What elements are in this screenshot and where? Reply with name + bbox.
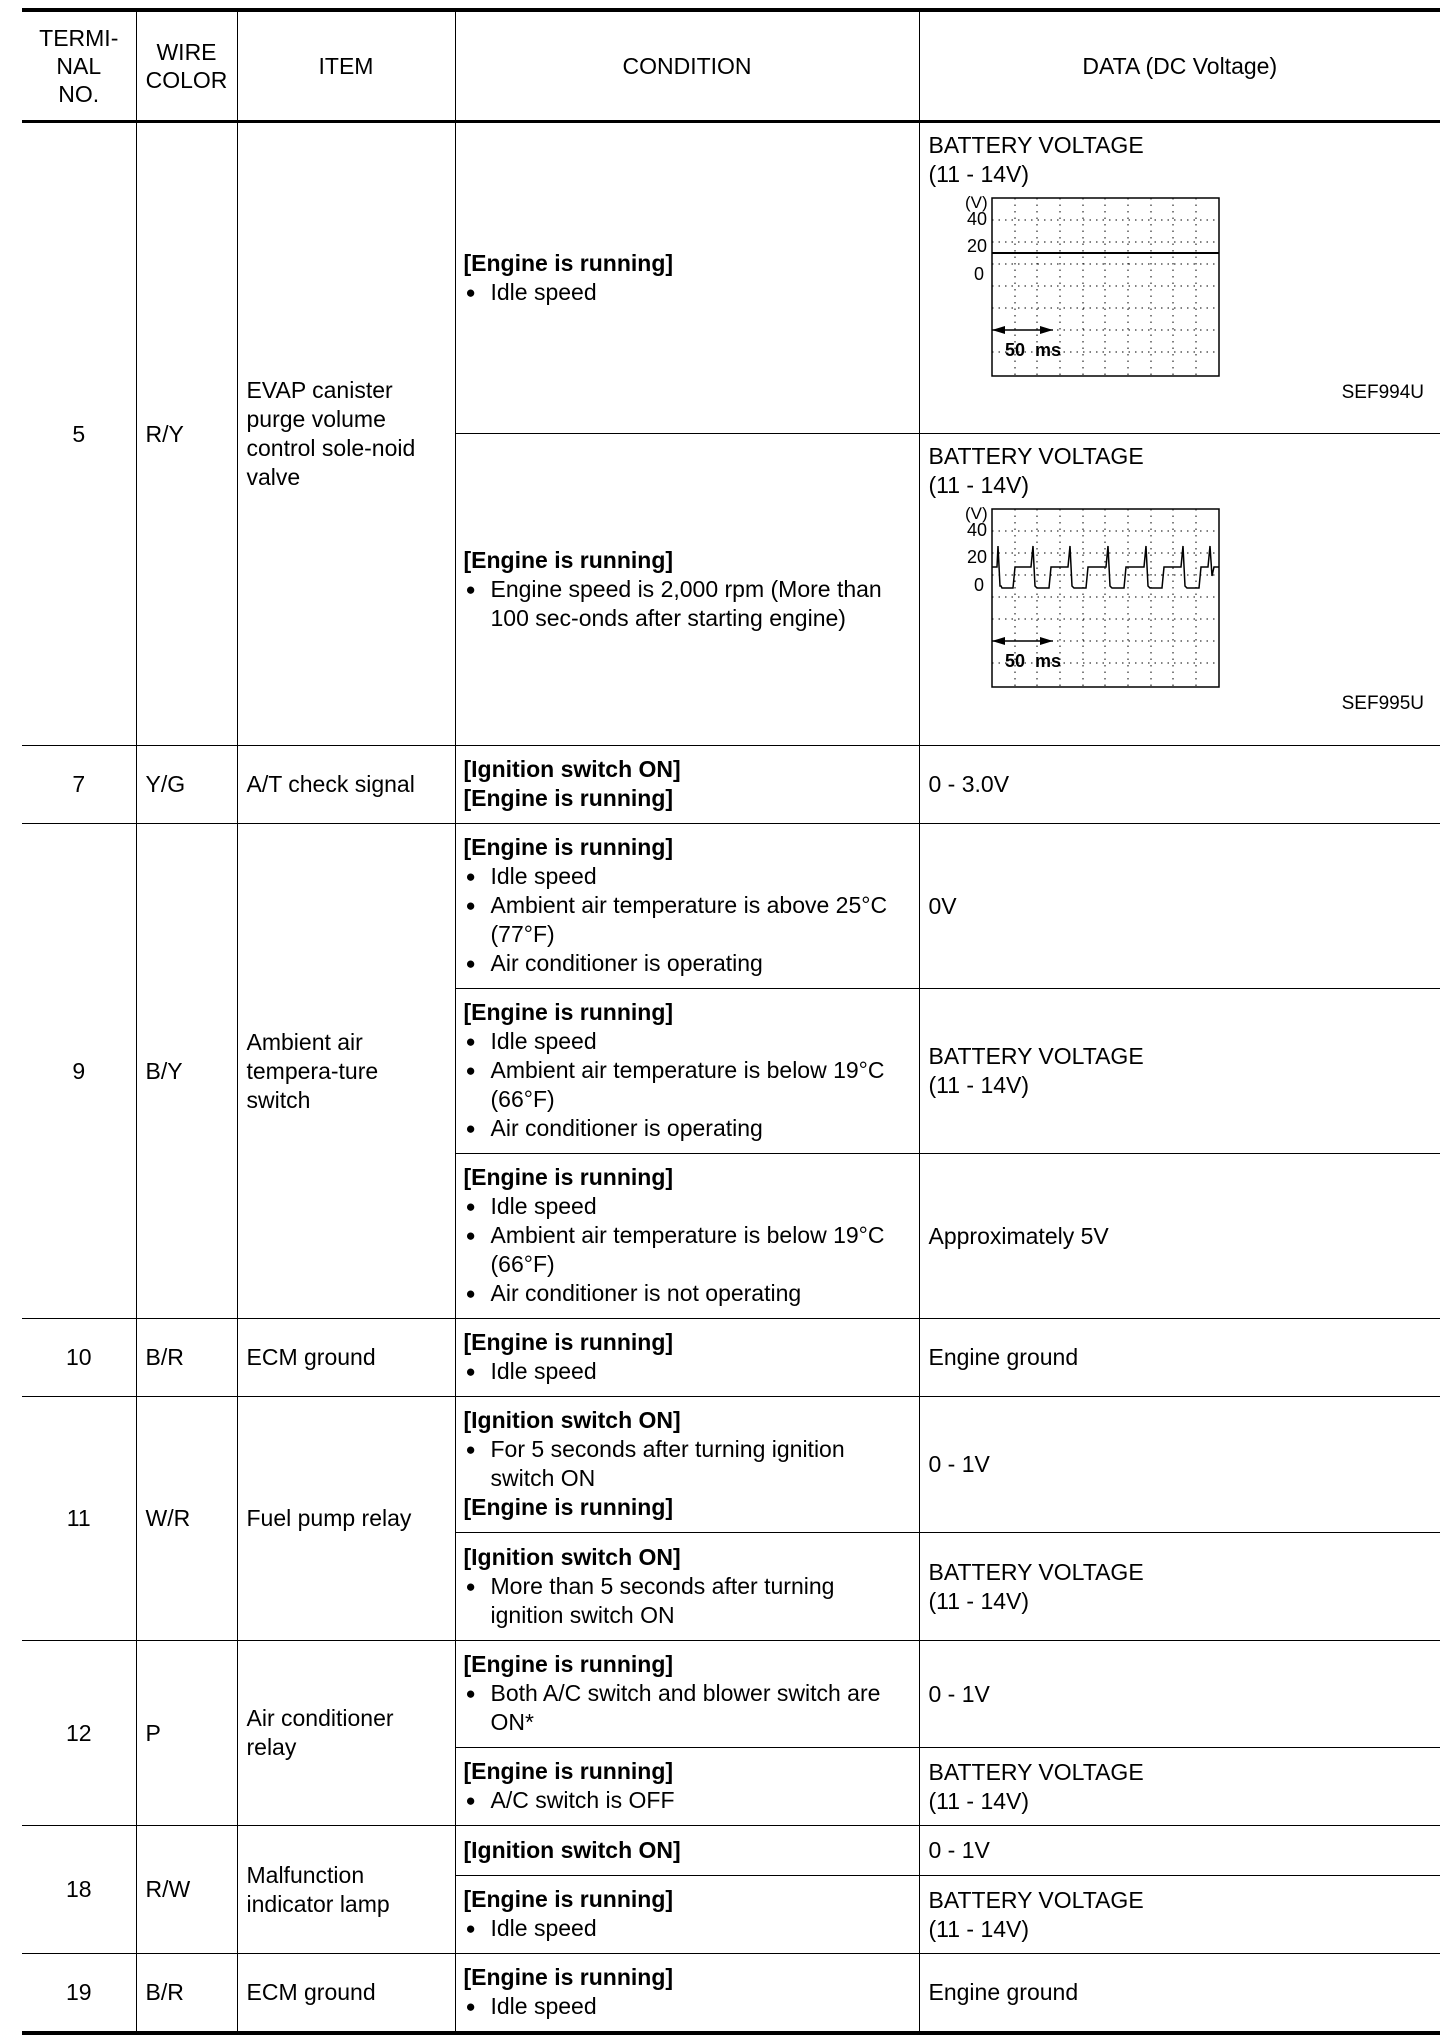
figure-id: SEF995U — [1341, 693, 1424, 714]
condition-bullet — [464, 1279, 911, 1308]
condition-bullet — [464, 1679, 911, 1737]
condition-heading: [Engine is running] — [463, 999, 674, 1025]
bullet-text: Ambient air temperature is below 19°C (66°F) — [490, 1057, 885, 1112]
terminal-cell: 11 — [22, 1397, 136, 1641]
data-cell: Engine ground — [919, 1954, 1440, 2034]
table-row — [22, 1397, 1440, 1533]
condition-cell — [455, 1533, 919, 1641]
scope-unit-label: (V) — [964, 504, 988, 523]
header-row — [22, 10, 1440, 122]
data-cell — [919, 122, 1440, 434]
terminal-cell: 18 — [22, 1826, 136, 1954]
condition-heading: [Engine is running] — [463, 1964, 674, 1990]
condition-heading: [Engine is running] — [463, 834, 674, 860]
condition-heading: [Engine is running] — [463, 1651, 674, 1677]
condition-cell — [455, 824, 919, 989]
data-value-range: (11 - 14V) — [928, 1915, 1030, 1942]
data-cell — [919, 434, 1440, 746]
wire-color-cell: B/R — [136, 1954, 237, 2034]
condition-heading: [Engine is running] — [463, 546, 674, 573]
condition-heading: [Engine is running] — [463, 1164, 674, 1190]
scope-y-tick: 20 — [966, 547, 987, 567]
data-cell: 0 - 1V — [919, 1641, 1440, 1748]
data-value-range: (11 - 14V) — [928, 1072, 1030, 1098]
condition-cell — [455, 1397, 919, 1533]
bullet-text: Ambient air temperature is above 25°C (77°F) — [490, 892, 888, 947]
bullet-icon: ● — [465, 579, 476, 599]
header-condition: CONDITION — [455, 10, 919, 122]
condition-bullet — [464, 891, 911, 949]
bullet-text: For 5 seconds after turning ignition switch ON — [490, 1436, 845, 1491]
bullet-icon: ● — [465, 896, 476, 915]
item-cell: EVAP canister purge volume control sole-noid valve — [237, 122, 455, 746]
condition-heading: [Engine is running] — [463, 1758, 674, 1784]
arrow-right-icon — [1040, 637, 1053, 645]
bullet-icon: ● — [465, 1576, 476, 1596]
condition-heading: [Engine is running] — [463, 1886, 674, 1912]
header-terminal-line2: NAL — [56, 53, 102, 79]
condition-cell — [455, 1876, 919, 1954]
data-cell: 0 - 1V — [919, 1826, 1440, 1876]
bullet-text: Idle speed — [490, 1358, 597, 1384]
item-cell: Air conditioner relay — [237, 1641, 455, 1826]
data-cell — [919, 1876, 1440, 1954]
oscilloscope-figure — [929, 189, 1433, 411]
condition-heading: [Engine is running] — [463, 1329, 674, 1355]
item-cell: Malfunction indicator lamp — [237, 1826, 455, 1954]
wire-color-cell: R/Y — [136, 122, 237, 746]
wire-color-cell: B/Y — [136, 824, 237, 1319]
condition-bullet — [464, 575, 911, 633]
table-row — [22, 824, 1440, 989]
condition-heading: [Ignition switch ON] — [463, 1543, 681, 1570]
condition-bullet — [464, 1192, 911, 1221]
data-cell — [919, 1748, 1440, 1826]
condition-heading: [Engine is running] — [463, 1494, 674, 1520]
condition-heading: [Engine is running] — [463, 249, 674, 276]
data-value: BATTERY VOLTAGE — [928, 1758, 1144, 1785]
data-value: BATTERY VOLTAGE — [928, 443, 1144, 469]
bullet-text: Idle speed — [490, 1028, 597, 1054]
data-cell: Approximately 5V — [919, 1154, 1440, 1319]
bullet-text: Both A/C switch and blower switch are ON* — [490, 1680, 881, 1735]
condition-bullet — [464, 1992, 911, 2021]
oscilloscope-figure — [929, 500, 1433, 722]
header-wire-line2: COLOR — [145, 67, 228, 93]
data-value: BATTERY VOLTAGE — [928, 1043, 1144, 1069]
data-value-range: (11 - 14V) — [928, 161, 1030, 187]
condition-heading: [Ignition switch ON] — [463, 756, 681, 782]
bullet-text: Idle speed — [490, 1193, 597, 1219]
condition-cell — [455, 989, 919, 1154]
bullet-icon: ● — [465, 1440, 476, 1459]
bullet-icon: ● — [465, 1362, 476, 1381]
oscilloscope-chart — [929, 193, 1229, 388]
condition-bullet — [464, 1056, 911, 1114]
bullet-icon: ● — [465, 1684, 476, 1703]
bullet-text: Idle speed — [490, 1993, 597, 2019]
bullet-icon: ● — [465, 954, 476, 973]
item-cell: ECM ground — [237, 1954, 455, 2034]
header-terminal — [22, 10, 136, 122]
bullet-text: Air conditioner is operating — [490, 1115, 763, 1141]
condition-bullet — [464, 278, 911, 307]
bullet-text: A/C switch is OFF — [490, 1787, 675, 1813]
terminal-cell: 5 — [22, 122, 136, 746]
table-row — [22, 1641, 1440, 1748]
bullet-icon: ● — [465, 1284, 476, 1303]
condition-bullet — [464, 949, 911, 978]
wire-color-cell: P — [136, 1641, 237, 1826]
bullet-icon: ● — [465, 1919, 476, 1938]
condition-cell — [455, 1748, 919, 1826]
condition-cell — [455, 1154, 919, 1319]
bullet-text: Engine speed is 2,000 rpm (More than 100 sec-onds after starting engine) — [490, 575, 882, 631]
bullet-text: Ambient air temperature is below 19°C (66°F) — [490, 1222, 885, 1277]
bullet-text: Idle speed — [490, 1915, 597, 1941]
terminal-cell: 7 — [22, 746, 136, 824]
data-value: BATTERY VOLTAGE — [928, 1886, 1144, 1913]
data-cell: Engine ground — [919, 1319, 1440, 1397]
scope-y-tick: 40 — [966, 209, 987, 229]
bullet-icon: ● — [465, 1032, 476, 1051]
wire-color-cell: W/R — [136, 1397, 237, 1641]
data-value: BATTERY VOLTAGE — [928, 1558, 1144, 1585]
data-cell: 0 - 3.0V — [919, 746, 1440, 824]
condition-cell — [455, 1826, 919, 1876]
wire-color-cell: Y/G — [136, 746, 237, 824]
arrow-left-icon — [992, 637, 1005, 645]
item-cell: A/T check signal — [237, 746, 455, 824]
terminal-cell: 19 — [22, 1954, 136, 2034]
bullet-icon: ● — [465, 1197, 476, 1216]
condition-heading: [Ignition switch ON] — [463, 1836, 681, 1863]
data-cell: 0V — [919, 824, 1440, 989]
wire-color-cell: R/W — [136, 1826, 237, 1954]
wire-color-cell: B/R — [136, 1319, 237, 1397]
table-row — [22, 1826, 1440, 1876]
bullet-text: Idle speed — [490, 278, 597, 305]
scope-timebase-label: 50 ms — [1004, 651, 1061, 671]
bullet-icon: ● — [465, 1061, 476, 1080]
bullet-icon: ● — [465, 282, 476, 302]
data-cell — [919, 1533, 1440, 1641]
bullet-icon: ● — [465, 1119, 476, 1138]
bullet-icon: ● — [465, 1226, 476, 1245]
condition-bullet — [464, 1357, 911, 1386]
data-cell — [919, 989, 1440, 1154]
bullet-text: Air conditioner is not operating — [490, 1280, 802, 1306]
bullet-text: Idle speed — [490, 863, 597, 889]
scope-y-tick: 40 — [966, 520, 987, 540]
scope-y-tick: 20 — [966, 236, 987, 256]
data-value: BATTERY VOLTAGE — [928, 132, 1144, 158]
terminal-cell: 12 — [22, 1641, 136, 1826]
data-value-range: (11 - 14V) — [928, 472, 1030, 498]
condition-cell — [455, 1954, 919, 2034]
terminal-cell: 10 — [22, 1319, 136, 1397]
condition-bullet — [464, 1914, 911, 1943]
condition-bullet — [464, 1572, 911, 1630]
bullet-icon: ● — [465, 867, 476, 886]
header-terminal-line3: NO. — [58, 81, 100, 107]
header-item: ITEM — [237, 10, 455, 122]
condition-bullet — [464, 1114, 911, 1143]
oscilloscope-chart — [929, 504, 1229, 699]
condition-cell — [455, 1319, 919, 1397]
condition-cell — [455, 1641, 919, 1748]
header-terminal-line1: TERMI- — [39, 25, 119, 51]
table-row — [22, 122, 1440, 434]
condition-heading: [Engine is running] — [463, 785, 674, 811]
condition-cell — [455, 122, 919, 434]
header-wire — [136, 10, 237, 122]
bullet-icon: ● — [465, 1791, 476, 1810]
bullet-text: More than 5 seconds after turning ignition switch ON — [490, 1572, 835, 1628]
scope-y-tick: 0 — [973, 264, 984, 284]
table-row — [22, 1319, 1440, 1397]
data-value-range: (11 - 14V) — [928, 1787, 1030, 1814]
header-wire-line1: WIRE — [156, 39, 217, 65]
terminal-spec-table — [22, 8, 1440, 2035]
data-cell: 0 - 1V — [919, 1397, 1440, 1533]
condition-cell — [455, 434, 919, 746]
scope-unit-label: (V) — [964, 193, 988, 212]
bullet-icon: ● — [465, 1997, 476, 2016]
arrow-right-icon — [1040, 326, 1053, 334]
arrow-left-icon — [992, 326, 1005, 334]
item-cell: Fuel pump relay — [237, 1397, 455, 1641]
header-data: DATA (DC Voltage) — [919, 10, 1440, 122]
condition-heading: [Ignition switch ON] — [463, 1407, 681, 1433]
figure-id: SEF994U — [1341, 382, 1424, 403]
condition-bullet — [464, 862, 911, 891]
condition-bullet — [464, 1786, 911, 1815]
condition-bullet — [464, 1027, 911, 1056]
data-value-range: (11 - 14V) — [928, 1587, 1030, 1614]
table-row — [22, 746, 1440, 824]
item-cell: Ambient air tempera-ture switch — [237, 824, 455, 1319]
terminal-cell: 9 — [22, 824, 136, 1319]
condition-bullet — [464, 1221, 911, 1279]
scope-timebase-label: 50 ms — [1004, 340, 1061, 360]
scope-y-tick: 0 — [973, 575, 984, 595]
item-cell: ECM ground — [237, 1319, 455, 1397]
condition-cell — [455, 746, 919, 824]
table-row — [22, 1954, 1440, 2034]
bullet-text: Air conditioner is operating — [490, 950, 763, 976]
condition-bullet — [464, 1435, 911, 1493]
